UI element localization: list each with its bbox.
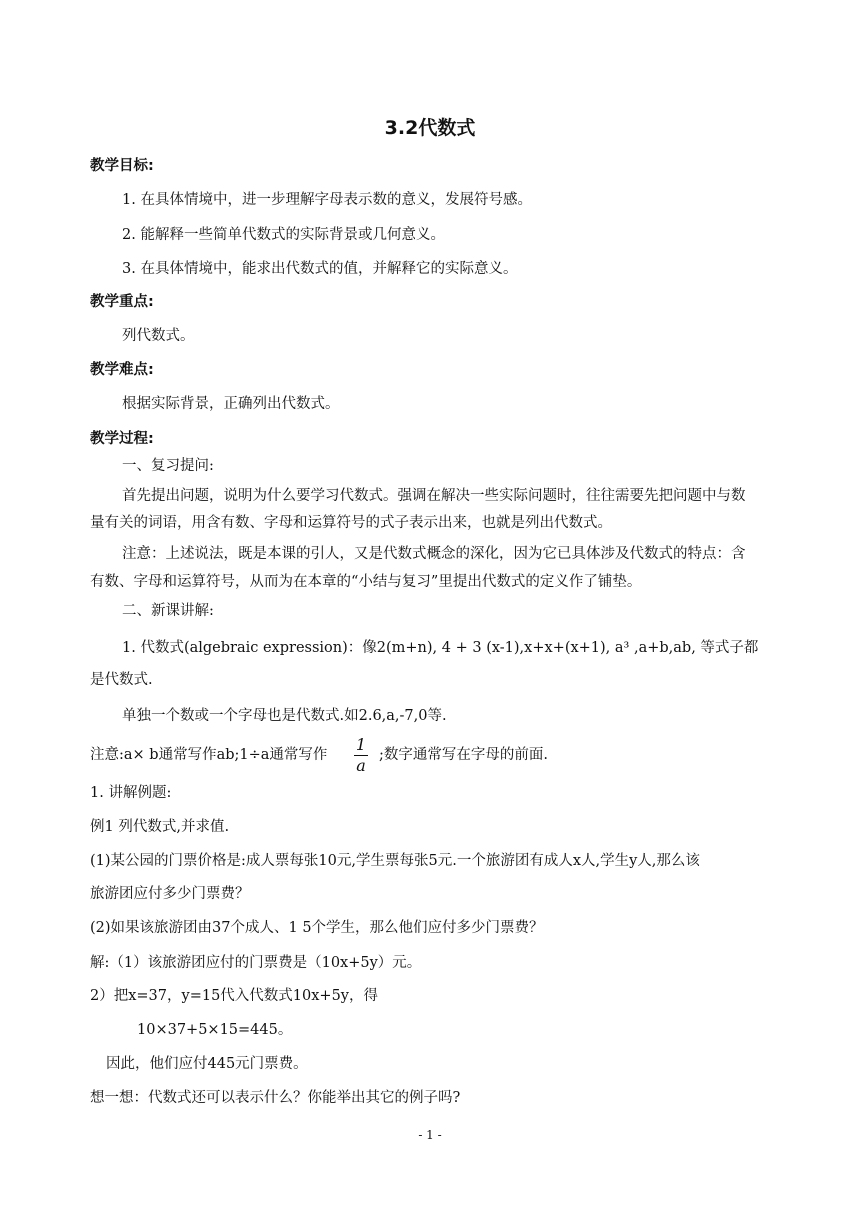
conclusion-line: 因此，他们应付445元门票费。: [106, 1056, 308, 1072]
question-1-line-2: 旅游团应付多少门票费？: [90, 886, 250, 902]
goal-item-2: 2. 能解释一些简单代数式的实际背景或几何意义。: [122, 227, 445, 243]
single-term-note: 单独一个数或一个字母也是代数式.如2.6,a,-7,0等.: [122, 708, 447, 724]
key-text: 列代数式。: [122, 328, 195, 344]
fraction-one-over-a: [353, 736, 369, 775]
question-2: (2)如果该旅游团由37个成人、1 5个学生，那么他们应付多少门票费？: [90, 920, 544, 936]
calculation-line: 10×37+5×15=445。: [137, 1022, 293, 1038]
fraction-denominator: a: [356, 756, 366, 775]
solution-line-2: 2）把x=37，y=15代入代数式10x+5y，得: [90, 988, 378, 1004]
think-question: 想一想：代数式还可以表示什么？你能举出其它的例子吗?: [90, 1090, 461, 1106]
definition-line-1: 1. 代数式(algebraic expression)：像2(m+n), 4 + 3 (x-1),x+x+(x+1), a³ ,a+b,ab, 等式子都: [122, 640, 759, 656]
new-lesson-heading: 二、新课讲解:: [122, 603, 214, 619]
document-title: 3.2代数式: [384, 117, 476, 139]
review-paragraph-2-line-2: 有数、字母和运算符号，从而为在本章的“小结与复习”里提出代数式的定义作了铺垫。: [90, 574, 642, 590]
goal-item-1: 1. 在具体情境中，进一步理解字母表示数的意义，发展符号感。: [122, 192, 532, 208]
example-heading: 1. 讲解例题:: [90, 785, 172, 801]
definition-line-2: 是代数式.: [90, 672, 153, 688]
notation-note-start: 注意:a× b通常写作ab;1÷a通常写作: [90, 747, 328, 763]
review-paragraph-2-line-1: 注意：上述说法，既是本课的引人，又是代数式概念的深化，因为它已具体涉及代数式的特点：含: [122, 546, 746, 562]
difficulty-heading: 教学难点:: [90, 362, 154, 378]
question-1-line-1: (1)某公园的门票价格是:成人票每张10元,学生票每张5元.一个旅游团有成人x人,学生y人,那么该: [90, 853, 700, 869]
page-number: - 1 -: [418, 1128, 442, 1142]
solution-line-1: 解:（1）该旅游团应付的门票费是（10x+5y）元。: [90, 955, 422, 971]
example-1-title: 例1 列代数式,并求值.: [90, 819, 230, 835]
goal-item-3: 3. 在具体情境中，能求出代数式的值，并解释它的实际意义。: [122, 261, 518, 277]
review-paragraph-1-line-2: 量有关的词语，用含有数、字母和运算符号的式子表示出来，也就是列出代数式。: [90, 515, 612, 531]
process-heading: 教学过程:: [90, 431, 154, 447]
key-heading: 教学重点:: [90, 294, 154, 310]
notation-note-end: ;数字通常写在字母的前面.: [379, 747, 548, 763]
goals-heading: 教学目标:: [90, 158, 154, 174]
review-paragraph-1-line-1: 首先提出问题，说明为什么要学习代数式。强调在解决一些实际问题时，往往需要先把问题中与数: [122, 488, 746, 504]
difficulty-text: 根据实际背景，正确列出代数式。: [122, 396, 340, 412]
review-heading: 一、复习提问:: [122, 458, 214, 474]
fraction-numerator: 1: [355, 735, 367, 754]
